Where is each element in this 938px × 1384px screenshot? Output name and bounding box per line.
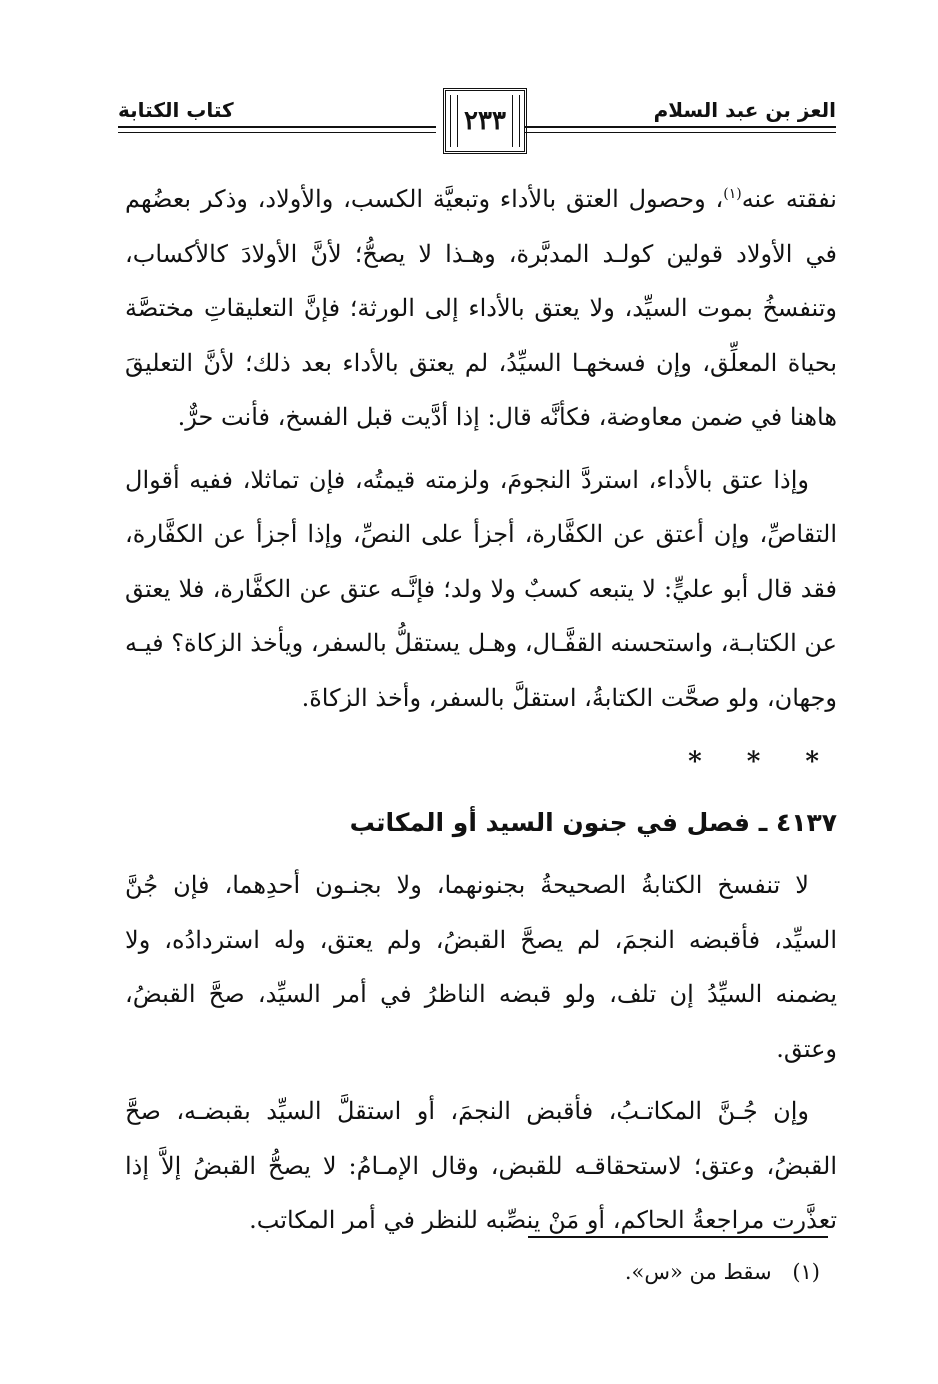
- paragraph-1-rest: ، وحصول العتق بالأداء وتبعيَّة الكسب، والأولاد، وذكر بعضُهم في الأولاد قولين كولـد المدبَّرة، وهـذا لا يصحُّ؛ لأنَّ الأولادَ كالأكساب، وتنفسخُ بموت السيِّد، ولا يعتق بالأداء إلى الورثة؛ فإنَّ التعليقاتِ مختصَّة بحياة المعلِّق، وإن فسخهـا السيِّدُ، لم يعتق بالأداء بعد ذلك؛ لأنَّ التعليقَ هاهنا في ضمن معاوضة، فكأنَّه قال: إذا أدَّيت قبل الفسخ، فأنت حرٌّ.: [125, 185, 837, 431]
- paragraph-1-start: نفقته عنه: [741, 185, 837, 213]
- footnote-ref: (١): [723, 186, 742, 202]
- footnote: [625, 1260, 820, 1284]
- section-heading: ٤١٣٧ ـ فصل في جنون السيد أو المكاتب: [349, 807, 837, 837]
- paragraph-4: وإن جُـنَّ المكاتـبُ، فأقبض النجمَ، أو استقلَّ السيِّد بقبضـه، صحَّ القبضُ، وعتق؛ لاستحقاقـه للقبض، وقال الإمـامُ: لا يصحُّ القبضُ إلاَّ إذا تعذَّرت مراجعةُ الحاكم، أو مَنْ ينصِّبه للنظر في أمر المكاتب.: [125, 1097, 837, 1234]
- header-rule-left: [118, 126, 436, 133]
- paragraph-2: وإذا عتق بالأداء، استردَّ النجومَ، ولزمته قيمتُه، فإن تماثلا، ففيه أقوال التقاصِّ، وإن أعتق عن الكفَّارة، أجزأ على النصِّ، وإذا أجزأ عن الكفَّارة، فقد قال أبو عليٍّ: لا يتبعه كسبٌ ولا ولد؛ فإنَّـه عتق عن الكفَّارة، فلا يعتق عن الكتابـة، واستحسنه القفَّـال، وهـل يستقلُّ بالسفر، ويأخذ الزكاة؟ فيـه وجهان، ولو صحَّت الكتابةُ، استقلَّ بالسفر، وأخذ الزكاةَ.: [125, 465, 837, 712]
- footnote-text: سقط من «س».: [624, 1260, 772, 1284]
- footnote-divider: [528, 1236, 828, 1238]
- section-separator: * * *: [688, 747, 837, 777]
- chapter-title: كتاب الكتابة: [118, 98, 234, 122]
- page-number: ٢٣٣: [464, 106, 506, 136]
- paragraph-1: [125, 172, 837, 445]
- footnote-number: (١): [792, 1260, 820, 1284]
- page-number-frame: [443, 88, 527, 154]
- page-header: [118, 88, 836, 168]
- paragraph-3: لا تنفسخ الكتابةُ الصحيحةُ بجنونهما، ولا بجنـون أحدِهما، فإن جُنَّ السيِّد، فأقبضه النجمَ، لم يصحَّ القبضُ، ولم يعتق، وله استردادُه، ولا يضمنه السيِّدُ إن تلف، ولو قبضه الناظرُ في أمر السيِّد، صحَّ القبضُ، وعتق.: [125, 871, 837, 1063]
- header-rule-right: [524, 126, 836, 133]
- main-text: [125, 172, 837, 1256]
- author-title: العز بن عبد السلام: [653, 98, 836, 122]
